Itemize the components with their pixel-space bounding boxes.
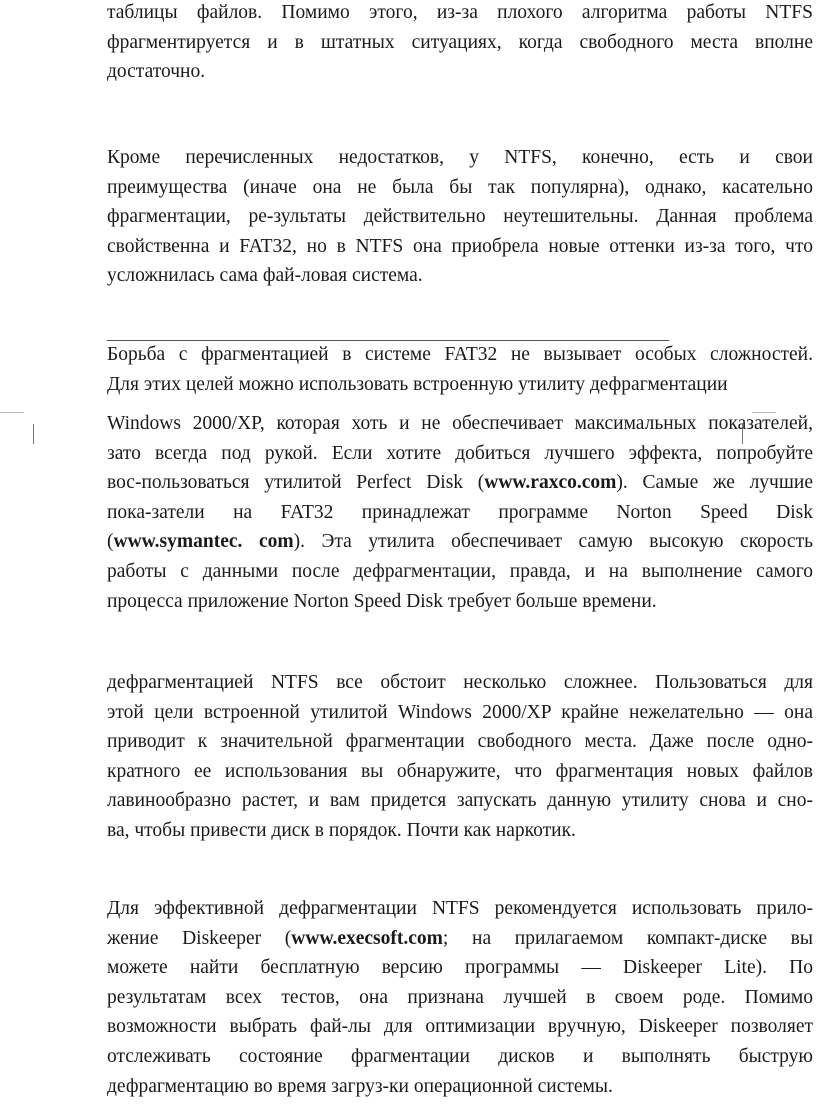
paragraph-line: свойственна и FAT32, но в NTFS она приобрела новые оттенки из-за того, что xyxy=(107,235,813,257)
line-text: ). Самые же лучшие xyxy=(616,472,813,494)
paragraph-line: пока-затели на FAT32 принадлежат программе Norton Speed Disk xyxy=(107,501,813,523)
paragraph-line: Кроме перечисленных недостатков, у NTFS, конечно, есть и свои xyxy=(107,147,813,168)
link-execsoft[interactable]: www.execsoft.com xyxy=(291,927,443,949)
paragraph-line: Windows 2000/XP, которая хоть и не обеспечивает максимальных показателей, xyxy=(107,413,813,434)
paragraph-line: работы с данными после дефрагментации, правда, и на выполнение самого xyxy=(107,560,813,582)
paragraph-line: фрагментируется и в штатных ситуациях, когда свободного места вполне xyxy=(107,31,813,53)
paragraph-line: возможности выбрать фай-лы для оптимизации вручную, Diskeeper позволяет xyxy=(107,1016,813,1038)
line-text: ( xyxy=(107,531,114,553)
paragraph-line: приводит к значительной фрагментации свободного места. Даже после одно- xyxy=(107,731,813,753)
paragraph-3 xyxy=(107,340,813,399)
paragraph-line: дефрагментацией NTFS все обстоит несколько сложнее. Пользоваться для xyxy=(107,672,813,693)
page-margin-mark-left-vertical xyxy=(33,424,34,444)
paragraph-line: процесса приложение Norton Speed Disk требует больше времени. xyxy=(107,590,657,612)
paragraph-4 xyxy=(107,409,813,616)
link-raxco[interactable]: www.raxco.com xyxy=(484,472,617,494)
paragraph-line: Борьба с фрагментацией в системе FAT32 не вызывает особых сложностей. xyxy=(107,344,813,365)
line-text: жение Diskeeper ( xyxy=(107,927,292,949)
paragraph-6 xyxy=(107,894,813,1101)
paragraph-2 xyxy=(107,143,813,291)
paragraph-5 xyxy=(107,668,813,846)
line-text: ). Эта утилита обеспечивает самую высокую скорость xyxy=(293,531,813,553)
paragraph-line: ва, чтобы привести диск в порядок. Почти как наркотик. xyxy=(107,819,576,841)
paragraph-line: отслеживать состояние фрагментации дисков и выполнять быструю xyxy=(107,1045,813,1067)
paragraph-line: результатам всех тестов, она признана лучшей в своем роде. Помимо xyxy=(107,986,813,1008)
paragraph-line: лавинообразно растет, и вам придется запускать данную утилиту снова и сно- xyxy=(107,790,813,812)
link-symantec[interactable]: www.symantec. com xyxy=(113,531,294,553)
paragraph-line: дефрагментацию во время загруз-ки операционной системы. xyxy=(107,1075,613,1097)
paragraph-line: таблицы файлов. Помимо этого, из-за плохого алгоритма работы NTFS xyxy=(107,2,813,23)
paragraph-line: усложнилась сама фай-ловая система. xyxy=(107,265,423,287)
paragraph-line: достаточно. xyxy=(107,61,206,83)
paragraph-line: можете найти бесплатную версию программы — Diskeeper Lite). По xyxy=(107,957,813,979)
paragraph-line: преимущества (иначе она не была бы так популярна), однако, касательно xyxy=(107,176,813,198)
paragraph-line: фрагментации, ре-зультаты действительно неутешительны. Данная проблема xyxy=(107,206,813,228)
page-margin-mark-left xyxy=(0,412,24,413)
line-text: вос-пользоваться утилитой Perfect Disk ( xyxy=(107,472,485,494)
paragraph-line xyxy=(107,527,813,557)
paragraph-line: кратного ее использования вы обнаружите, что фрагментация новых файлов xyxy=(107,760,813,782)
line-text: ; на прилагаемом компакт-диске вы xyxy=(442,927,813,949)
paragraph-line: Для эффективной дефрагментации NTFS рекомендуется использовать прило- xyxy=(107,898,813,919)
paragraph-line: зато всегда под рукой. Если хотите добиться лучшего эффекта, попробуйте xyxy=(107,442,813,464)
paragraph-line xyxy=(107,468,813,498)
paragraph-line: этой цели встроенной утилитой Windows 2000/XP крайне нежелательно — она xyxy=(107,701,813,723)
paragraph-line: Для этих целей можно использовать встроенную утилиту дефрагментации xyxy=(107,373,728,395)
paragraph-1 xyxy=(107,0,813,87)
paragraph-line xyxy=(107,924,813,954)
